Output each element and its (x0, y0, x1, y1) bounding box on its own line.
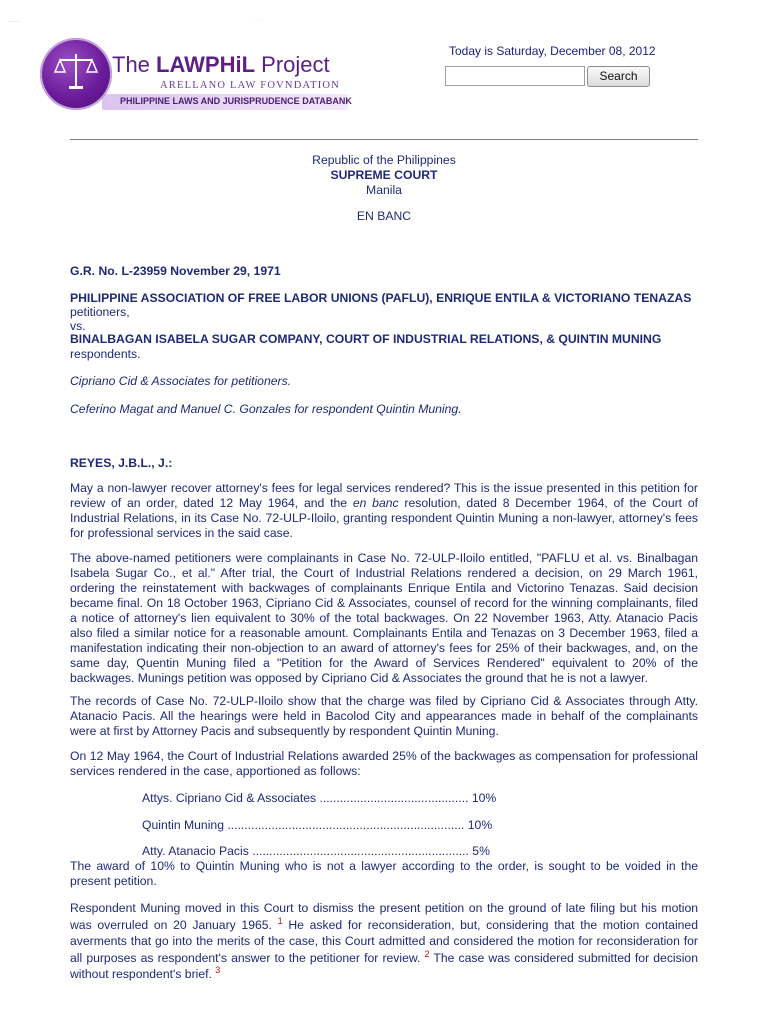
republic-line: Republic of the Philippines (312, 153, 456, 167)
brand-prefix: The (112, 52, 157, 77)
fee-line-muning: Quintin Muning ...................................................................... 10% (142, 818, 493, 832)
ponente: REYES, J.B.L., J.: (70, 456, 173, 470)
p1-emphasis: en banc (352, 496, 399, 510)
scales-of-justice-icon (40, 38, 112, 110)
corner-mark-left: ——— (8, 18, 20, 23)
respondents: BINALBAGAN ISABELA SUGAR COMPANY, COURT OF INDUSTRIAL RELATIONS, & QUINTIN MUNING (70, 332, 662, 346)
division: EN BANC (356, 209, 412, 223)
p1-text-b: resolution, dated 8 December 1964, of the Court of Industrial Relations, in its Case No. 72-ULP-Iloilo, granting respondent Quintin Muning a non-lawyer, attorney's fees for professional services in the said case. (70, 496, 698, 540)
respondents-label: respondents. (70, 347, 141, 361)
brand-name: LAWPHiL (156, 52, 256, 77)
counsel-respondent: Ceferino Magat and Manuel C. Gonzales for respondent Quintin Muning. (70, 402, 462, 416)
tagline-ribbon (102, 94, 352, 110)
counsel-petitioners: Cipriano Cid & Associates for petitioners. (70, 374, 292, 388)
court-city: Manila (366, 183, 402, 197)
tagline: PHILIPPINE LAWS AND JURISPRUDENCE DATABANK (120, 96, 352, 106)
search-button[interactable]: Search (587, 66, 650, 87)
fee-line-cid: Attys. Cipriano Cid & Associates ............................................ 10% (142, 791, 497, 805)
corner-mark-center: · · · · · (252, 18, 264, 23)
paragraph-5: The award of 10% to Quintin Muning who is not a lawyer according to the order, is sought to be voided in the present petition. (70, 859, 698, 888)
paragraph-3: The records of Case No. 72-ULP-Iloilo show that the charge was filed by Cipriano Cid & Associates through Atty. Atanacio Pacis. All the hearings were held in Bacolod City and appearances made in behalf of the complainants were at first by Attorney Pacis and subsequently by respondent Quintin Muning. (70, 694, 698, 738)
paragraph-6 (70, 900, 698, 983)
paragraph-2: The above-named petitioners were complainants in Case No. 72-ULP-Iloilo entitled, "PAFLU et al. vs. Binalbagan Isabela Sugar Co., et al." After trial, the Court of Industrial Relations rendered a decision, on 29 March 1961, ordering the reinstatement with backwages of complainants Enrique Entila and Victorino Tenazas. Said decision became final. On 18 October 1963, Cipriano Cid & Associates, counsel of record for the winning complainants, filed a notice of attorney's lien equivalent to 30% of the total backwages. On 22 November 1963, Atty. Atanacio Pacis also filed a similar notice for a reasonable amount. Complainants Entila and Tenazas on 3 December 1963, filed a manifestation indicating their non-objection to an award of attorney's fees for 25% of their backwages, and, on the same day, Quentin Muning filed a "Petition for the Award of Services Rendered" equivalent to 20% of the backwages. Munings petition was opposed by Cipriano Cid & Associates the ground that he is not a lawyer. (70, 551, 698, 685)
footnote-link-2[interactable]: 2 (424, 948, 430, 959)
lawphil-logo[interactable] (40, 38, 360, 118)
brand-suffix: Project (255, 52, 330, 77)
petitioners: PHILIPPINE ASSOCIATION OF FREE LABOR UNIONS (PAFLU), ENRIQUE ENTILA & VICTORIANO TENAZAS (70, 291, 692, 305)
paragraph-1 (70, 481, 698, 541)
gr-number: G.R. No. L-23959 November 29, 1971 (70, 264, 281, 278)
today-date: Today is Saturday, December 08, 2012 (449, 44, 656, 58)
search-input[interactable] (445, 66, 585, 86)
fee-line-pacis: Atty. Atanacio Pacis ................................................................ 5% (142, 844, 490, 858)
paragraph-4: On 12 May 1964, the Court of Industrial Relations awarded 25% of the backwages as compensation for professional services rendered in the case, apportioned as follows: (70, 749, 698, 778)
p1-text-a: May a non-lawyer recover attorney's fees for legal services rendered? This is the issue presented in this petition for review of an order, dated 12 May 1964, and the (70, 481, 698, 510)
footnote-link-3[interactable]: 3 (215, 964, 221, 975)
p6-text-c: The case was considered submitted for decision without respondent's brief. (70, 950, 698, 981)
court-name: SUPREME COURT (330, 168, 438, 182)
footnote-link-1[interactable]: 1 (277, 915, 283, 926)
p6-text-b: He asked for reconsideration, but, considering that the motion contained averments that go into the merits of the case, this Court admitted and considered the motion for reconsideration for all purposes as respondent's answer to the petitioner for review. (70, 917, 698, 965)
versus: vs. (70, 319, 86, 333)
p6-text-a: Respondent Muning moved in this Court to dismiss the present petition on the ground of late filing but his motion was overruled on 20 January 1965. (70, 901, 698, 932)
petitioners-label: petitioners, (70, 305, 130, 319)
header-divider (70, 139, 698, 140)
brand-title (112, 52, 330, 78)
foundation-name: ARELLANO LAW FOVNDATION (160, 80, 340, 91)
